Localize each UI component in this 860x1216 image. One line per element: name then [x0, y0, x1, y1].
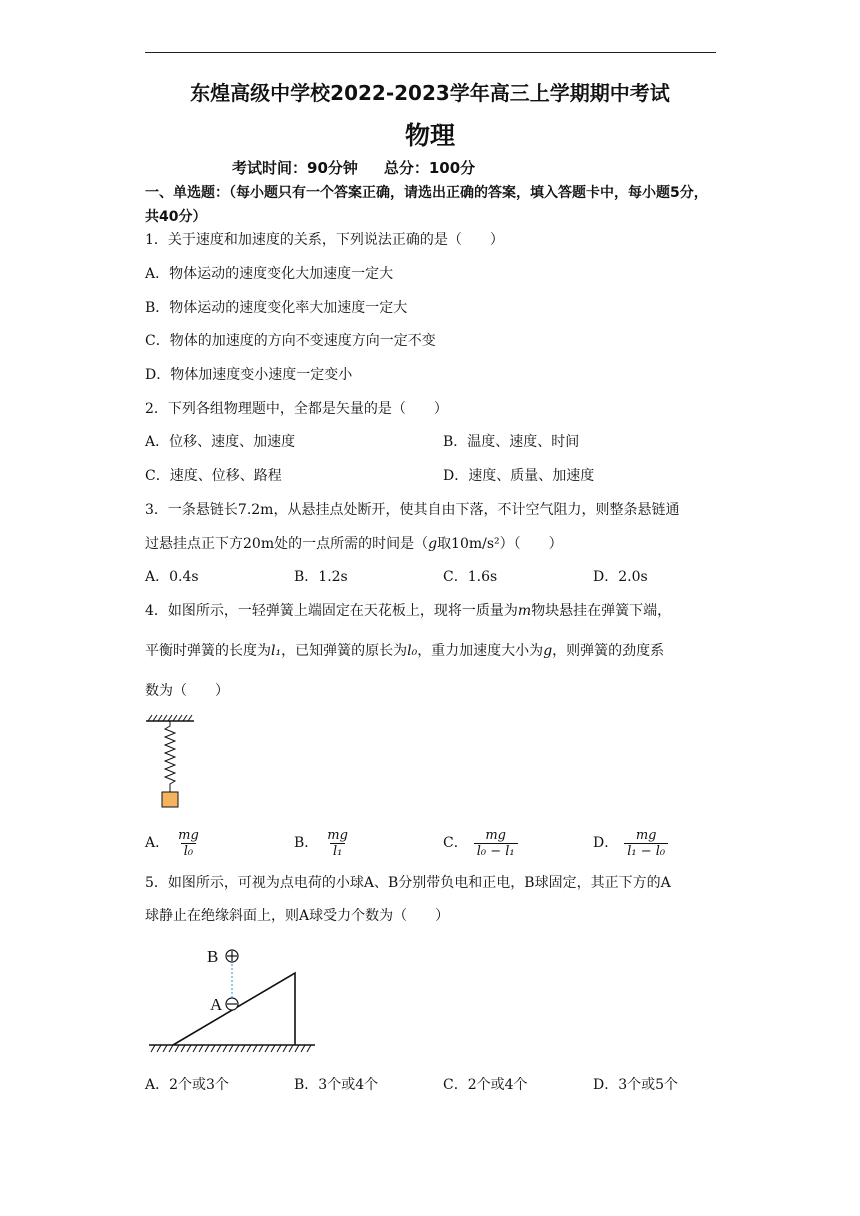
- q2-stem: 2．下列各组物理题中，全都是矢量的是（ ）: [145, 401, 448, 417]
- q4-option-d-label: D．: [593, 835, 619, 851]
- q3-stem-text-a: 过悬挂点正下方20m处的一点所需的时间是（: [145, 536, 429, 552]
- q4-stem-line3: 数为（ ）: [145, 683, 229, 699]
- q4-stem-line2: [145, 641, 664, 661]
- q4-option-c-label: C．: [443, 835, 468, 851]
- label-b: B: [207, 947, 219, 966]
- q1-option-a: A．物体运动的速度变化大加速度一定大: [145, 266, 394, 282]
- exam-score: 总分：100分: [383, 159, 476, 177]
- q4-option-d: [593, 824, 668, 862]
- q4-symbol-m: m: [517, 603, 532, 619]
- exam-meta: [232, 157, 475, 178]
- q3-option-c: C．1.6s: [443, 569, 498, 585]
- q2-option-d: D．速度、质量、加速度: [443, 468, 595, 484]
- q1-stem: 1．关于速度和加速度的关系，下列说法正确的是（ ）: [145, 232, 504, 248]
- q4-option-a-fraction: [175, 828, 202, 859]
- q4-symbol-l0: l₀: [407, 643, 418, 659]
- q4-option-b-fraction: [324, 828, 351, 859]
- subject-title: 物理: [404, 121, 455, 150]
- q3-option-b: B．1.2s: [294, 569, 348, 585]
- fraction-denominator: l₀ − l₁: [474, 843, 518, 859]
- q5-option-b: B．3个或4个: [294, 1077, 379, 1093]
- q4-stem-line1: [145, 601, 671, 621]
- ball-a-negative-icon: [226, 998, 238, 1010]
- spring-diagram: [140, 712, 200, 812]
- q4-option-b: [294, 824, 351, 862]
- fraction-numerator: mg: [178, 827, 199, 843]
- fraction-numerator: mg: [327, 827, 348, 843]
- q4-text-2a: 平衡时弹簧的长度为: [145, 643, 271, 659]
- q5-option-a: A．2个或3个: [145, 1077, 229, 1093]
- q1-option-d: D．物体加速度变小速度一定变小: [145, 367, 353, 383]
- q3-option-d: D．2.0s: [593, 569, 648, 585]
- q4-option-a-label: A．: [145, 835, 170, 851]
- exam-time: 考试时间：90分钟: [232, 159, 358, 177]
- q1-option-c: C．物体的加速度的方向不变速度方向一定不变: [145, 333, 436, 349]
- q4-option-c-fraction: [474, 828, 518, 859]
- q4-text-2c: ，重力加速度大小为: [417, 643, 544, 659]
- ceiling-hatch: [146, 715, 194, 721]
- fraction-numerator: mg: [635, 827, 657, 843]
- q4-option-d-fraction: [624, 828, 668, 859]
- q3-option-a: A．0.4s: [145, 569, 199, 585]
- hanging-block: [162, 792, 178, 807]
- q4-text-1a: 4．如图所示，一轻弹簧上端固定在天花板上，现将一质量为: [145, 603, 518, 619]
- q4-option-a: [145, 824, 202, 862]
- exam-title: 东煌高级中学校2022-2023学年高三上学期期中考试: [190, 81, 670, 105]
- q5-option-d: D．3个或5个: [593, 1077, 679, 1093]
- spring-coil: [165, 721, 175, 792]
- header-rule: [145, 52, 716, 53]
- q3-stem-line2: [145, 534, 563, 554]
- ball-b-positive-icon: [226, 950, 238, 962]
- q4-option-b-label: B．: [294, 835, 319, 851]
- q3-stem-line1: 3．一条悬链长7.2m，从悬挂点处断开，使其自由下落，不计空气阻力，则整条悬链通: [145, 502, 680, 518]
- q2-option-c: C．速度、位移、路程: [145, 468, 282, 484]
- q5-stem-line1: 5．如图所示，可视为点电荷的小球A、B分别带负电和正电，B球固定，其正下方的A: [145, 875, 671, 891]
- q2-option-a: A．位移、速度、加速度: [145, 434, 296, 450]
- label-a: A: [210, 995, 223, 1014]
- q3-symbol-g: g: [428, 536, 438, 552]
- q4-symbol-l1: l₁: [271, 643, 282, 659]
- q5-stem-line2: 球静止在绝缘斜面上，则A球受力个数为（ ）: [145, 908, 450, 924]
- q4-text-2d: ，则弹簧的劲度系: [552, 643, 665, 659]
- ground-hatch: [149, 1045, 315, 1052]
- q1-option-b: B．物体运动的速度变化率大加速度一定大: [145, 300, 408, 316]
- q4-text-1b: 物块悬挂在弹簧下端，: [531, 603, 672, 619]
- fraction-denominator: l₁: [330, 843, 345, 859]
- incline-diagram: [143, 940, 323, 1060]
- q4-symbol-g: g: [543, 643, 553, 659]
- fraction-denominator: l₀: [181, 843, 196, 859]
- fraction-denominator: l₁ − l₀: [624, 843, 668, 859]
- fraction-numerator: mg: [485, 827, 506, 843]
- section-heading: 一、单选题：（每小题只有一个答案正确，请选出正确的答案，填入答题卡中，每小题5分，共40分）: [145, 185, 708, 225]
- q5-option-c: C．2个或4个: [443, 1077, 528, 1093]
- q2-option-b: B．温度、速度、时间: [443, 434, 580, 450]
- q4-text-2b: ，已知弹簧的原长为: [281, 643, 408, 659]
- q3-stem-text-b: 取10m/s²）（ ）: [437, 536, 563, 552]
- q4-option-c: [443, 824, 518, 862]
